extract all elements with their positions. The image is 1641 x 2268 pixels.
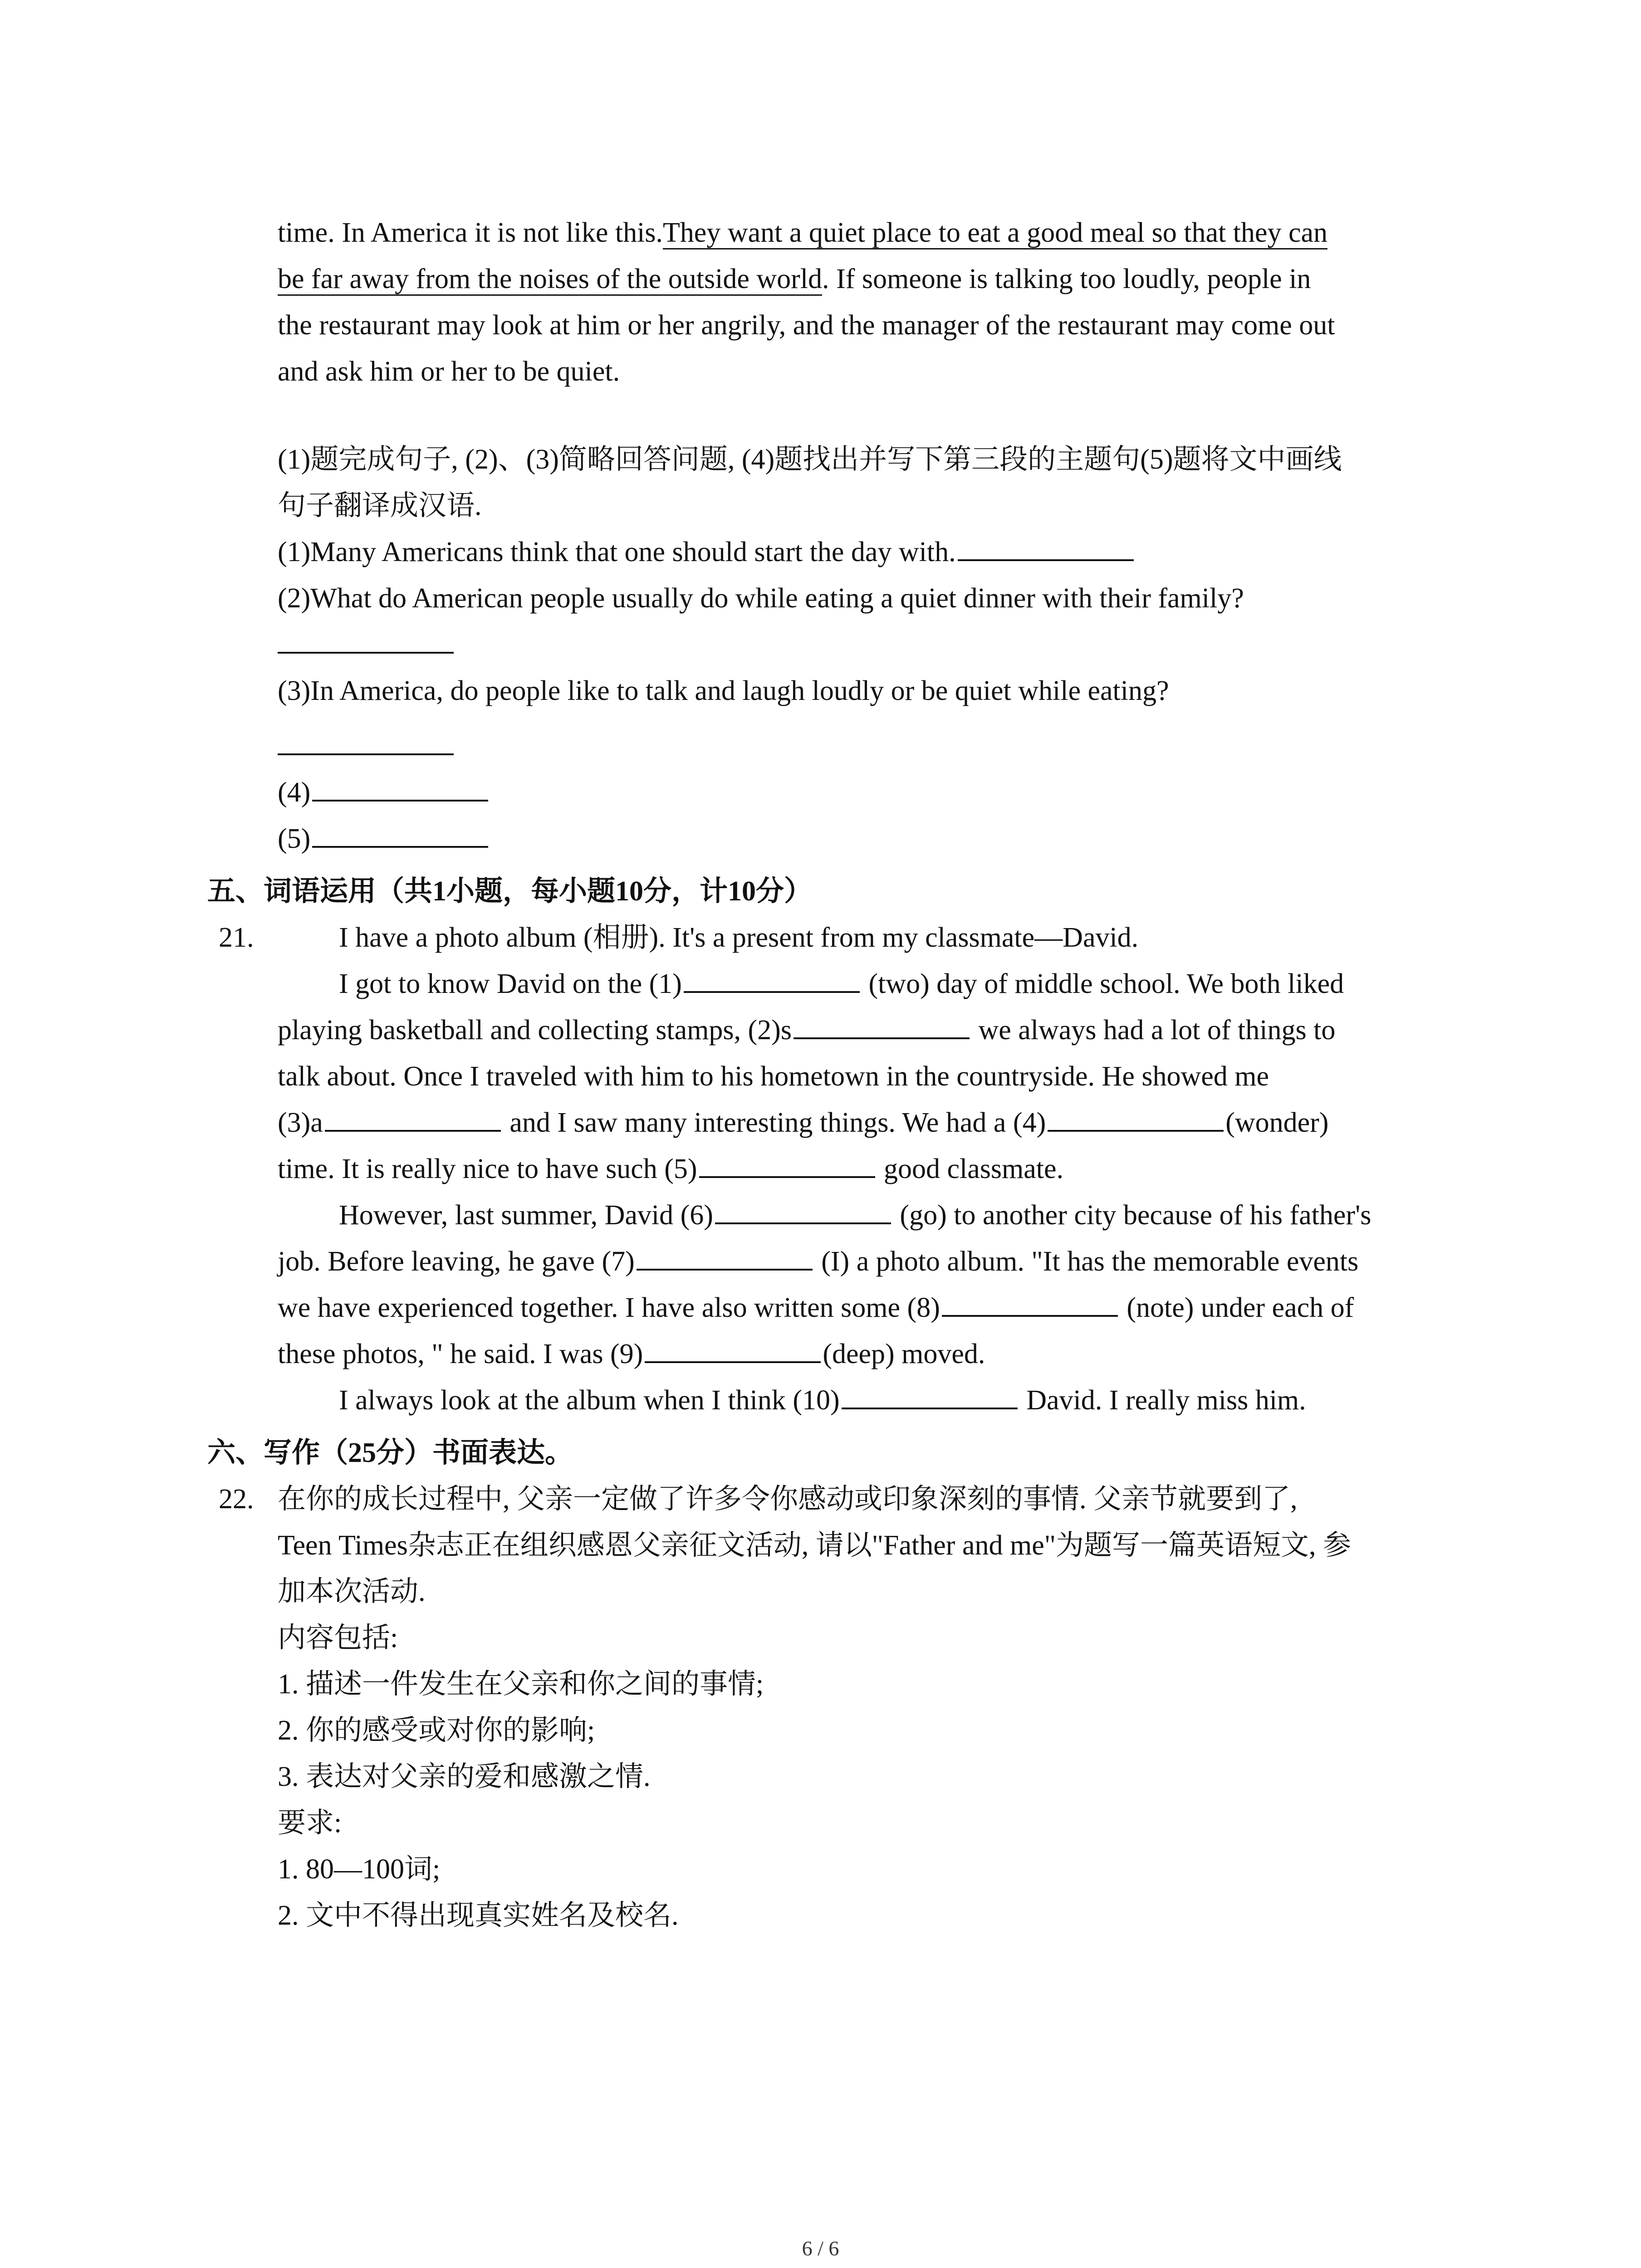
cloze-blank-1[interactable]	[684, 965, 860, 993]
content-label: 内容包括:	[278, 1623, 398, 1653]
section-heading: 五、词语运用（共1小题，每小题10分，计10分）	[207, 876, 813, 907]
writing-prompt-line: 加本次活动.	[278, 1576, 426, 1607]
underlined-sentence: They want a quiet place to eat a good meal so that they can	[662, 217, 1327, 248]
section-heading: 六、写作（25分）书面表达。	[207, 1437, 573, 1468]
cloze-blank-6[interactable]	[715, 1196, 891, 1224]
cloze-line: these photos, " he said. I was (9) (deep) moved.	[278, 1331, 1457, 1377]
task-instruction: 句子翻译成汉语.	[278, 490, 482, 521]
cloze-blank-8[interactable]	[942, 1289, 1118, 1317]
question-22: 22. 在你的成长过程中, 父亲一定做了许多令你感动或印象深刻的事情. 父亲节就要到了,	[219, 1484, 1298, 1515]
task-instruction: (1)题完成句子, (2)、(3)简略回答问题, (4)题找出并写下第三段的主题句(5)题将文中画线	[278, 444, 1342, 475]
answer-blank[interactable]	[312, 773, 488, 802]
requirements-label: 要求:	[278, 1808, 342, 1838]
answer-line	[278, 723, 1457, 769]
cloze-blank-4[interactable]	[1048, 1104, 1224, 1132]
underlined-sentence: be far away from the noises of the outside world	[278, 264, 823, 294]
cloze-line: we have experienced together. I have also written some (8) (note) under each of	[278, 1285, 1457, 1331]
answer-blank[interactable]	[278, 727, 454, 755]
cloze-blank-9[interactable]	[645, 1335, 821, 1363]
cloze-line: time. It is really nice to have such (5) good classmate.	[278, 1146, 1457, 1192]
cloze-blank-3[interactable]	[325, 1104, 501, 1132]
answer-line	[278, 621, 1457, 668]
question-1: (1)Many Americans think that one should start the day with.	[278, 529, 1457, 575]
cloze-line: I got to know David on the (1) (two) day of middle school. We both liked	[278, 961, 1457, 1007]
passage-line: the restaurant may look at him or her angrily, and the manager of the restaurant may come out	[278, 310, 1335, 341]
cloze-blank-10[interactable]	[842, 1381, 1018, 1409]
question-5: (5)	[278, 816, 1457, 862]
cloze-line: However, last summer, David (6) (go) to another city because of his father's	[278, 1192, 1457, 1238]
passage-line: and ask him or her to be quiet.	[278, 356, 620, 387]
cloze-blank-7[interactable]	[637, 1242, 813, 1271]
cloze-line: playing basketball and collecting stamps, (2)s we always had a lot of things to	[278, 1007, 1457, 1053]
answer-blank[interactable]	[312, 820, 488, 848]
requirement-item: 1. 80—100词;	[278, 1854, 441, 1885]
question-21: 21. I have a photo album (相册). It's a present from my classmate—David.	[219, 922, 1139, 953]
passage-line: time. In America it is not like this.They want a quiet place to eat a good meal so that they can	[278, 217, 1327, 248]
cloze-line: (3)a and I saw many interesting things. We had a (4) (wonder)	[278, 1100, 1457, 1146]
question-2: (2)What do American people usually do while eating a quiet dinner with their family?	[278, 583, 1244, 614]
cloze-blank-5[interactable]	[699, 1150, 875, 1178]
content-item: 2. 你的感受或对你的影响;	[278, 1715, 595, 1746]
page-content	[207, 210, 1457, 1939]
writing-prompt-line: Teen Times杂志正在组织感恩父亲征文活动, 请以"Father and me"为题写一篇英语短文, 参	[278, 1530, 1352, 1561]
answer-blank[interactable]	[278, 626, 454, 654]
content-item: 1. 描述一件发生在父亲和你之间的事情;	[278, 1669, 764, 1700]
passage-line: be far away from the noises of the outside world. If someone is talking too loudly, people in	[278, 264, 1311, 294]
cloze-line: job. Before leaving, he gave (7) (I) a photo album. "It has the memorable events	[278, 1238, 1457, 1285]
cloze-blank-2[interactable]	[794, 1011, 970, 1039]
cloze-line: talk about. Once I traveled with him to his hometown in the countryside. He showed me	[278, 1061, 1269, 1092]
question-3: (3)In America, do people like to talk and laugh loudly or be quiet while eating?	[278, 675, 1169, 706]
page-number: 6 / 6	[802, 2237, 839, 2260]
content-item: 3. 表达对父亲的爱和感激之情.	[278, 1761, 651, 1792]
question-4: (4)	[278, 769, 1457, 816]
requirement-item: 2. 文中不得出现真实姓名及校名.	[278, 1900, 679, 1931]
answer-blank[interactable]	[958, 533, 1134, 561]
cloze-line: I always look at the album when I think (10) David. I really miss him.	[278, 1377, 1457, 1423]
